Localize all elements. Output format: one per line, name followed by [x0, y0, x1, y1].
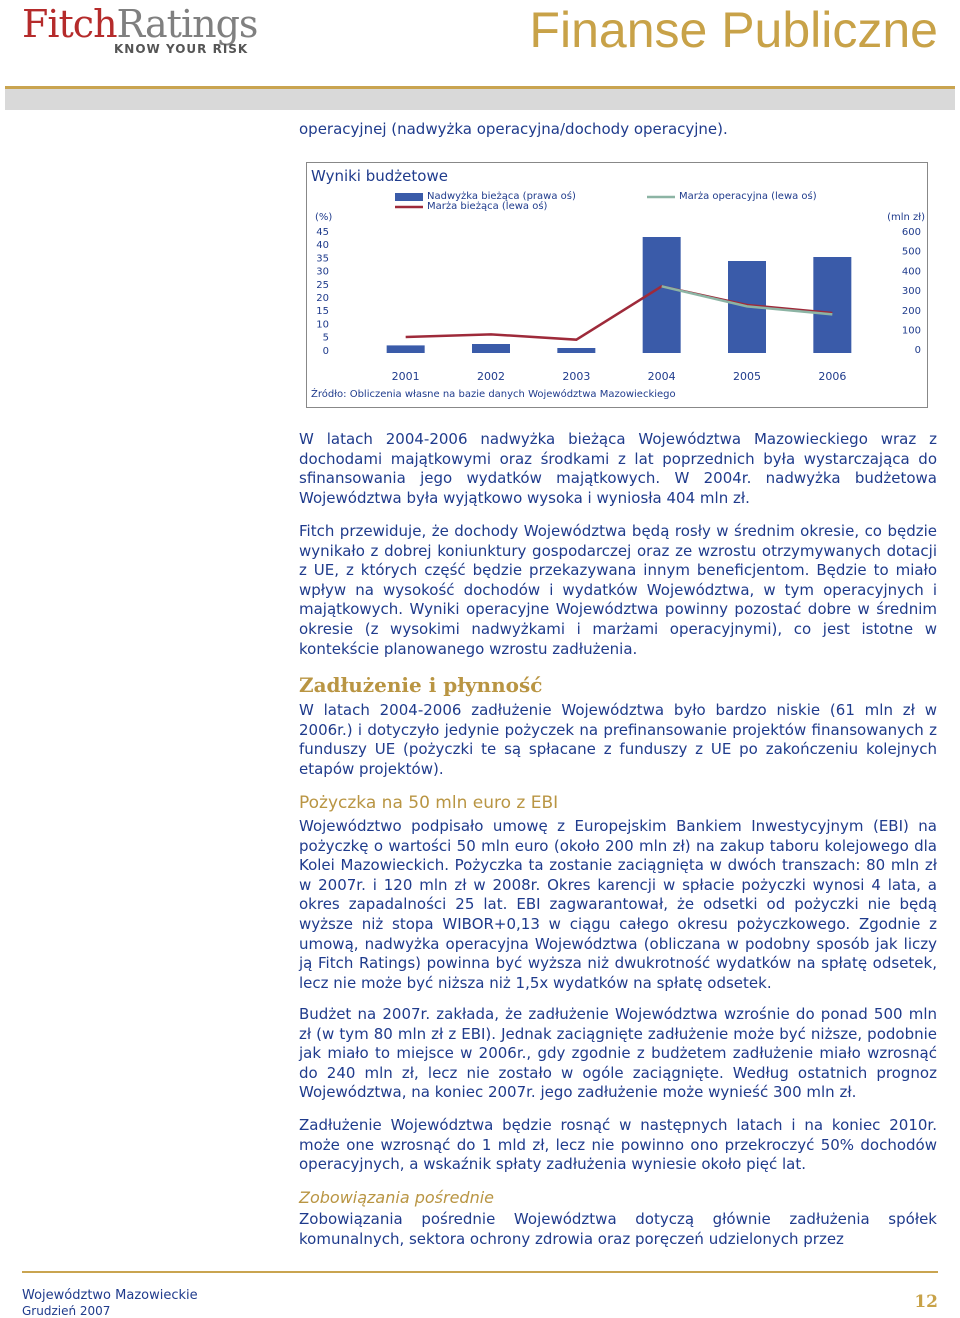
x-tick-label: 2002	[477, 370, 505, 383]
right-axis-label: (mln zł)	[887, 212, 925, 223]
header-rule	[5, 86, 955, 110]
left-tick-label: 30	[316, 266, 329, 278]
bar-current-surplus	[813, 257, 851, 353]
footer-date: Grudzień 2007	[22, 1304, 111, 1318]
right-tick-label: 400	[901, 266, 921, 278]
legend-entry: Marża bieżąca (lewa oś)	[427, 201, 548, 212]
left-axis-label: (%)	[315, 212, 333, 223]
legend-entry: Marża operacyjna (lewa oś)	[679, 191, 817, 202]
right-tick-label: 200	[901, 305, 921, 317]
left-tick-label: 25	[316, 279, 329, 291]
right-tick-label: 300	[901, 286, 921, 298]
logo-ratings-text: Ratings	[116, 2, 258, 46]
left-tick-label: 10	[316, 319, 329, 331]
x-tick-label: 2006	[818, 370, 847, 383]
right-tick-label: 500	[901, 246, 921, 258]
logo-fitch-text: Fitch	[22, 2, 117, 46]
budget-results-chart	[306, 162, 928, 408]
paragraph-debt-outlook: Zadłużenie Województwa będzie rosnąć w następnych latach i na koniec 2010r. może one wzrosnąć do 1 mld zł, lecz nie powinno ono przekroczyć 50% dochodów operacyjnych, a wskaźnik spłaty zadłużenia wyniesie około pięć lat.	[299, 1116, 937, 1174]
chart-source: Źródło: Obliczenia własne na bazie danych Województwa Mazowieckiego	[311, 389, 676, 400]
legend-entry: Nadwyżka bieżąca (prawa oś)	[427, 191, 576, 202]
chart-plot	[307, 163, 929, 409]
right-tick-label: 0	[914, 345, 921, 357]
fitch-ratings-logo	[22, 2, 272, 62]
left-tick-label: 40	[316, 240, 329, 252]
bar-current-surplus	[387, 345, 425, 353]
left-tick-label: 35	[316, 253, 329, 265]
left-tick-label: 5	[322, 332, 329, 344]
page-number: 12	[914, 1292, 938, 1312]
footer-rule	[22, 1271, 938, 1273]
line-series-current-margin	[406, 286, 833, 339]
left-tick-label: 0	[322, 345, 329, 357]
publication-title: Finanse Publiczne	[529, 2, 938, 58]
x-tick-label: 2001	[391, 370, 420, 383]
paragraph-budget-2007: Budżet na 2007r. zakłada, że zadłużenie Województwa wzrośnie do ponad 500 mln zł (w tym 80 mln zł z EBI). Jednak zaciągnięte zadłużenie może być niższe, podobnie jak miało to miejsce w 2006r., gdy zgodnie z budżetem zadłużenie miało wzrosnąć do 240 mln zł, lecz nie zostało w ogóle zaciągnięte. Według ostatnich prognoz Województwa, na koniec 2007r. jego zadłużenie może wynieść 300 mln zł.	[299, 1005, 937, 1102]
paragraph-forecast: Fitch przewiduje, że dochody Województwa będą rosły w średnim okresie, co będzie wynikało z dobrej koniunktury gospodarczej oraz ze wzrostu otrzymywanych dotacji z UE, z których część będzie przekazywana innym beneficjentom. Będzie to miało wpływ na wysokość dochodów i wydatków Województwa, w tym operacyjnych i majątkowych. Wyniki operacyjne Województwa powinny pozostać dobre w średnim okresie (z wysokimi nadwyżkami i marżami operacyjnymi), co jest istotne w kontekście planowanego wzrostu zadłużenia.	[299, 522, 937, 658]
section-heading-debt: Zadłużenie i płynność	[299, 673, 543, 697]
x-tick-label: 2005	[733, 370, 761, 383]
right-tick-label: 100	[901, 325, 921, 337]
paragraph-ebi-loan: Województwo podpisało umowę z Europejskim Bankiem Inwestycyjnym (EBI) na pożyczkę o wartości 50 mln euro (około 200 mln zł) na zakup taboru kolejowego dla Kolei Mazowieckich. Pożyczka ta zostanie zaciągnięta w dwóch transzach: 80 mln zł w 2007r. i 120 mln zł w 2008r. Okres karencji w spłacie pożyczki wynosi 4 lata, a okres zapadalności 25 lat. EBI zagwarantował, że odsetki od pożyczki nie będą wyższe niż stopa WIBOR+0,13 w ciągu całego okresu pożyczkowego. Zgodnie z umową, nadwyżka operacyjna Województwa (obliczana w podobny sposób jak liczy ją Fitch Ratings) powinna być wyższa niż dwukrotność wydatków na spłatę odsetek, lecz nie może być niższa niż 1,5x wydatków na spłatę odsetek.	[299, 817, 937, 992]
footer-entity: Województwo Mazowieckie	[22, 1288, 198, 1303]
intro-line: operacyjnej (nadwyżka operacyjna/dochody operacyjne).	[299, 120, 728, 138]
left-tick-label: 15	[316, 306, 329, 318]
left-tick-label: 45	[316, 227, 329, 238]
logo-tagline: KNOW YOUR RISK	[114, 42, 249, 56]
bar-current-surplus	[472, 344, 510, 353]
x-tick-label: 2003	[562, 370, 591, 383]
paragraph-budget-surplus: W latach 2004-2006 nadwyżka bieżąca Województwa Mazowieckiego wraz z dochodami majątkowymi oraz środkami z lat poprzednich była wystarczająca do sfinansowania jego wydatków majątkowych. W 2004r. nadwyżka budżetowa Województwa była wyjątkowo wysoka i wyniosła 404 mln zł.	[299, 430, 937, 507]
chart-title: Wyniki budżetowe	[311, 167, 448, 185]
subheading-ebi-loan: Pożyczka na 50 mln euro z EBI	[299, 793, 559, 813]
right-tick-label: 600	[901, 227, 921, 238]
left-tick-label: 20	[316, 293, 329, 304]
x-tick-label: 2004	[647, 370, 676, 383]
subheading-contingent-liabilities: Zobowiązania pośrednie	[299, 1188, 494, 1207]
bar-current-surplus	[557, 348, 595, 353]
paragraph-contingent-liabilities: Zobowiązania pośrednie Województwa dotyczą głównie zadłużenia spółek komunalnych, sektora ochrony zdrowia oraz poręczeń udzielonych przez	[299, 1210, 937, 1248]
legend-swatch	[395, 193, 423, 201]
paragraph-debt-level: W latach 2004-2006 zadłużenie Województwa było bardzo niskie (61 mln zł w 2006r.) i dotyczyło jedynie pożyczek na prefinansowanie projektów finansowanych z funduszy UE (pożyczki te są spłacane z funduszy z UE po zakończeniu kolejnych etapów projektów).	[299, 701, 937, 778]
logo-wordmark	[22, 2, 257, 46]
